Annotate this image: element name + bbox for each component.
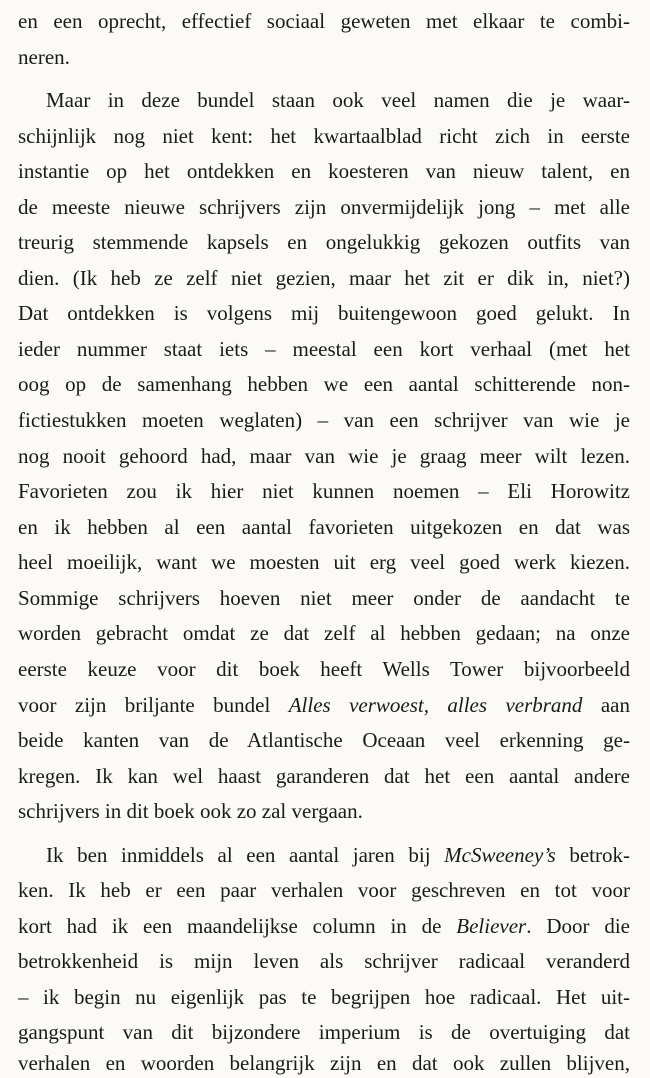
text-line: ken. Ik heb er een paar verhalen voor geschreven en tot voor: [18, 878, 630, 902]
text-line: – ik begin nu eigenlijk pas te begrijpen hoe radicaal. Het uit-: [18, 985, 630, 1009]
book-title-italic: Alles verwoest, alles verbrand: [288, 693, 583, 717]
text-line: Sommige schrijvers hoeven niet meer onder de aandacht te: [18, 586, 630, 610]
text-line: gangspunt van dit bijzondere imperium is de overtuiging dat: [18, 1020, 630, 1044]
text-line: beide kanten van de Atlantische Oceaan veel erkenning ge-: [18, 728, 630, 752]
text-line: schrijvers in dit boek ook zo zal vergaan.: [18, 799, 363, 823]
text-line: oog op de samenhang hebben we een aantal schitterende non-: [18, 372, 630, 396]
text-line: en een oprecht, effectief sociaal geweten met elkaar te combi-: [18, 9, 630, 33]
text-line: kregen. Ik kan wel haast garanderen dat het een aantal andere: [18, 764, 630, 788]
text-line: nog nooit gehoord had, maar van wie je graag meer wilt lezen.: [18, 444, 630, 468]
paragraph-start-line: Maar in deze bundel staan ook veel namen die je waar-: [46, 88, 630, 112]
text-line: kort had ik een maandelijkse column in de Believer. Door die: [18, 914, 630, 938]
paragraph-start-line: Ik ben inmiddels al een aantal jaren bij McSweeney’s betrok-: [46, 843, 630, 867]
text-line: eerste keuze voor dit boek heeft Wells Tower bijvoorbeeld: [18, 657, 630, 681]
text-line: fictiestukken moeten weglaten) – van een schrijver van wie je: [18, 408, 630, 432]
text-line: verhalen en woorden belangrijk zijn en dat ook zullen blijven,: [18, 1051, 630, 1075]
text-line: Dat ontdekken is volgens mij buitengewoon goed gelukt. In: [18, 301, 630, 325]
text-line: treurig stemmende kapsels en ongelukkig gekozen outfits van: [18, 230, 630, 254]
magazine-title-italic: McSweeney’s: [444, 843, 556, 867]
text-line: de meeste nieuwe schrijvers zijn onvermijdelijk jong – met alle: [18, 195, 630, 219]
text-line: neren.: [18, 45, 70, 69]
text-line: voor zijn briljante bundel Alles verwoest, alles verbrand aan: [18, 693, 630, 717]
text-line: ieder nummer staat iets – meestal een kort verhaal (met het: [18, 337, 630, 361]
text-line: Favorieten zou ik hier niet kunnen noemen – Eli Horowitz: [18, 479, 630, 503]
magazine-title-italic: Believer: [456, 914, 527, 938]
text-line: instantie op het ontdekken en koesteren van nieuw talent, en: [18, 159, 630, 183]
text-line: worden gebracht omdat ze dat zelf al hebben gedaan; na onze: [18, 621, 630, 645]
text-line: dien. (Ik heb ze zelf niet gezien, maar het zit er dik in, niet?): [18, 266, 630, 290]
text-line: schijnlijk nog niet kent: het kwartaalblad richt zich in eerste: [18, 124, 630, 148]
text-line: en ik hebben al een aantal favorieten uitgekozen en dat was: [18, 515, 630, 539]
text-line: heel moeilijk, want we moesten uit erg veel goed werk kiezen.: [18, 550, 630, 574]
text-line: betrokkenheid is mijn leven als schrijver radicaal veranderd: [18, 949, 630, 973]
